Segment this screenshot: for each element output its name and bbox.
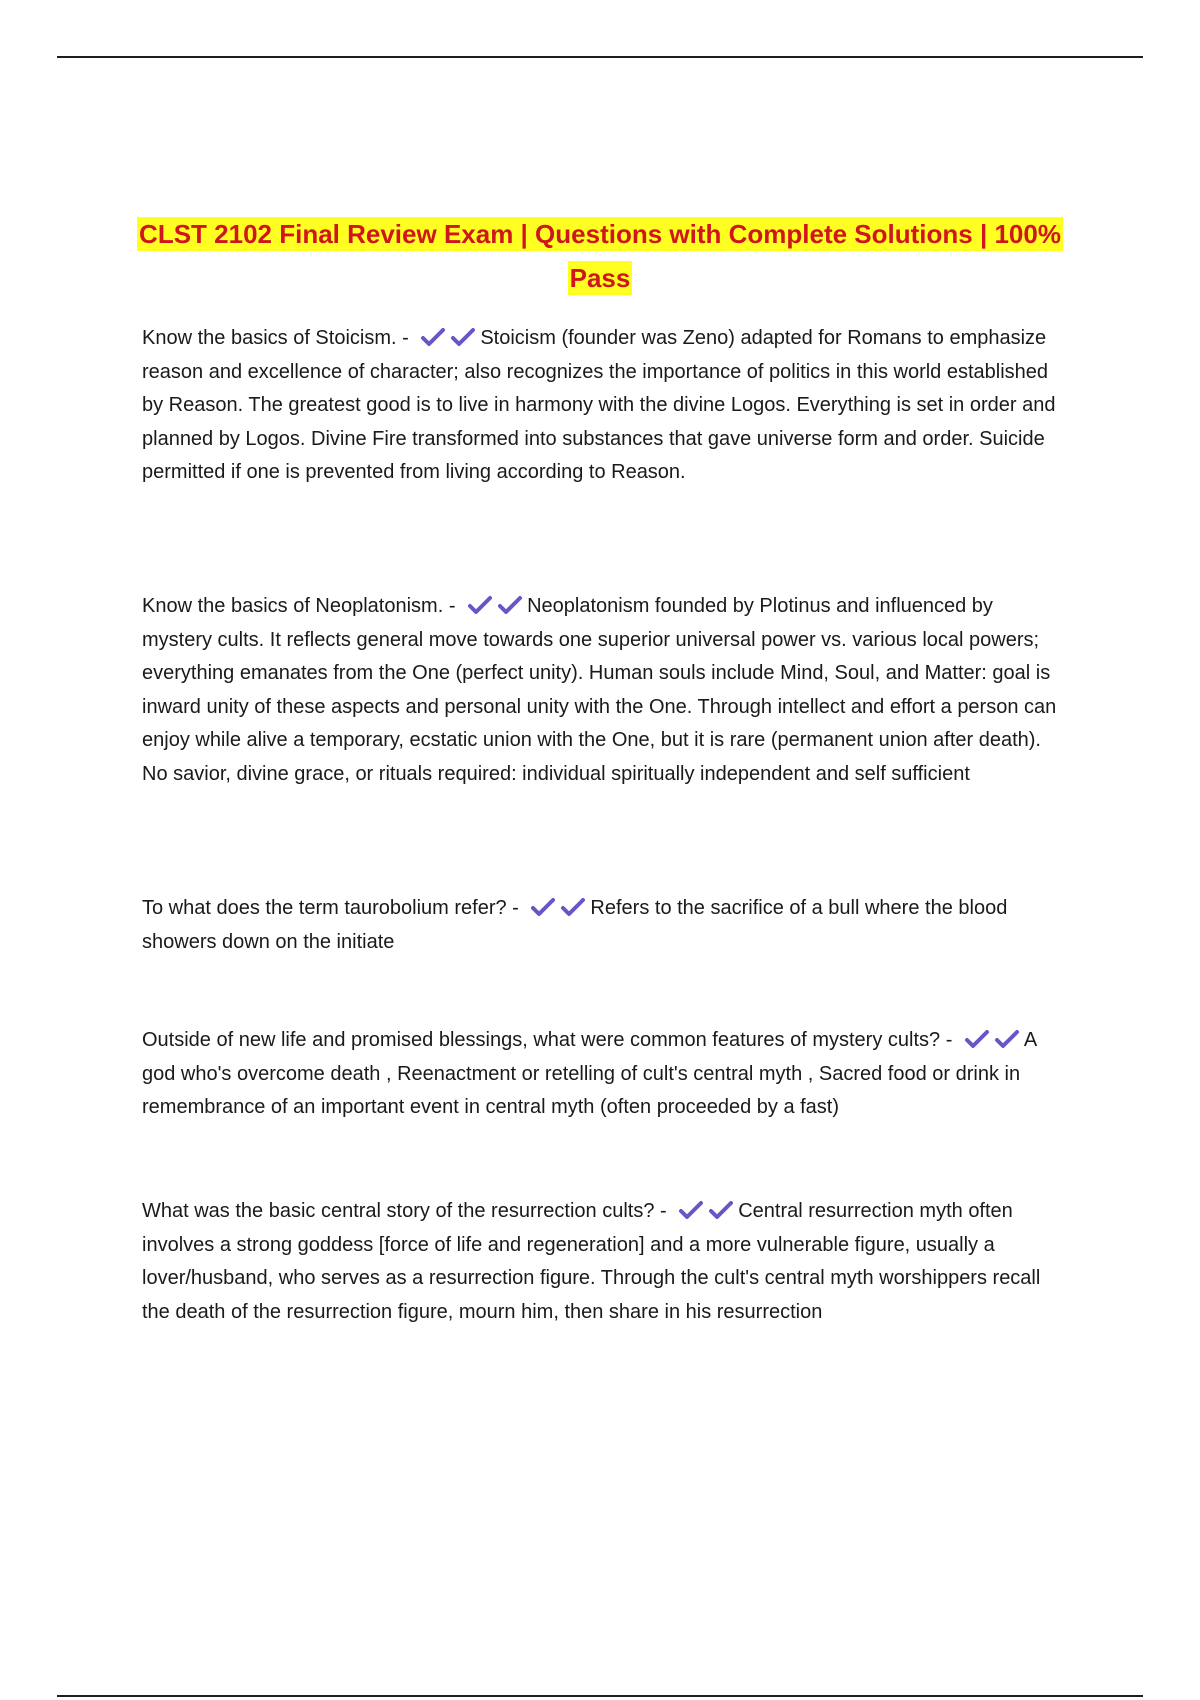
check-icon xyxy=(708,1200,734,1220)
answer-text: A god who's overcome death , Reenactment or retelling of cult's central myth , Sacred food or drink in remembrance of an important event in central myth (often proceeded by a fast) xyxy=(142,1029,1037,1118)
qa-item xyxy=(142,1024,1062,1125)
top-rule xyxy=(57,56,1143,58)
question-text: Outside of new life and promised blessings, what were common features of mystery cults? - xyxy=(142,1029,953,1051)
check-icon xyxy=(467,595,493,615)
answer-text: Central resurrection myth often involves a strong goddess [force of life and regeneration] and a more vulnerable figure, usually a lover/husband, who serves as a resurrection figure. Through the cult's central myth worshippers recall the death of the resurrection figure, mourn him, then share in his resurrection xyxy=(142,1200,1041,1323)
check-icon xyxy=(497,595,523,615)
check-icon xyxy=(994,1029,1020,1049)
question-text: What was the basic central story of the resurrection cults? - xyxy=(142,1200,667,1222)
document-title xyxy=(130,212,1070,300)
check-icon xyxy=(678,1200,704,1220)
check-icon xyxy=(530,897,556,917)
qa-item xyxy=(142,322,1062,490)
check-icon xyxy=(420,327,446,347)
qa-item xyxy=(142,892,1062,959)
check-icon xyxy=(964,1029,990,1049)
answer-text: Refers to the sacrifice of a bull where the blood showers down on the initiate xyxy=(142,897,1008,953)
answer-text: Stoicism (founder was Zeno) adapted for Romans to emphasize reason and excellence of character; also recognizes the importance of politics in this world established by Reason. The greatest good is to live in harmony with the divine Logos. Everything is set in order and planned by Logos. Divine Fire transformed into substances that gave universe form and order. Suicide permitted if one is prevented from living according to Reason. xyxy=(142,327,1056,483)
question-text: To what does the term taurobolium refer? - xyxy=(142,897,519,919)
check-icon xyxy=(450,327,476,347)
question-text: Know the basics of Stoicism. - xyxy=(142,327,409,349)
document-title-text: CLST 2102 Final Review Exam | Questions with Complete Solutions | 100% Pass xyxy=(139,219,1061,293)
qa-item xyxy=(142,1195,1062,1329)
answer-text: Neoplatonism founded by Plotinus and influenced by mystery cults. It reflects general move towards one superior universal power vs. various local powers; everything emanates from the One (perfect unity). Human souls include Mind, Soul, and Matter: goal is inward unity of these aspects and personal unity with the One. Through intellect and effort a person can enjoy while alive a temporary, ecstatic union with the One, but it is rare (permanent union after death). No savior, divine grace, or rituals required: individual spiritually independent and self sufficient xyxy=(142,595,1057,785)
check-icon xyxy=(560,897,586,917)
qa-item xyxy=(142,590,1062,791)
bottom-rule xyxy=(57,1695,1143,1697)
question-text: Know the basics of Neoplatonism. - xyxy=(142,595,456,617)
